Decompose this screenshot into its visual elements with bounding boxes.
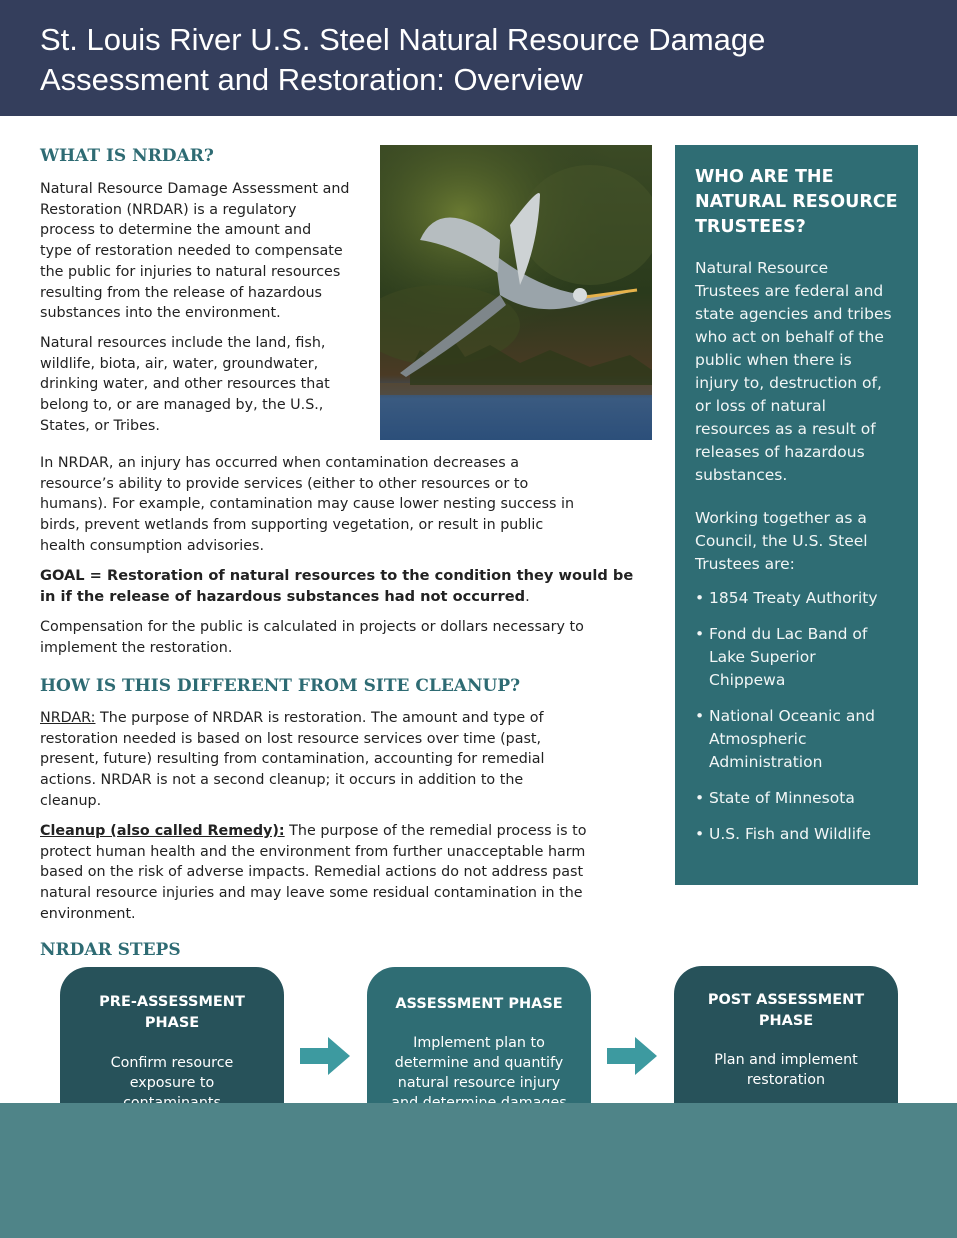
right-arrow-icon [607,1037,657,1075]
trustees-list [695,587,910,859]
page-title-line-2: Assessment and Restoration: Overview [40,62,583,97]
what-is-nrdar-heading: WHAT IS NRDAR? [40,146,214,166]
step-title: POST ASSESSMENT PHASE [707,992,865,1029]
compensation-paragraph: Compensation for the public is calculated in projects or dollars necessary to implement the restoration. [40,619,584,656]
step-description: Implement plan to determine and quantify natural resource injury [394,1035,564,1091]
step-title: PRE-ASSESSMENT PHASE [99,994,245,1031]
footer-band [0,1103,957,1238]
right-arrow-icon [300,1037,350,1075]
different-heading: HOW IS THIS DIFFERENT FROM SITE CLEANUP? [40,676,521,696]
page-title-line-1: St. Louis River U.S. Steel Natural Resource Damage [40,22,766,57]
step-title: ASSESSMENT PHASE [395,996,563,1012]
steps-heading: NRDAR STEPS [40,940,181,960]
list-item: • National Oceanic and Atmospheric Administration [695,705,910,774]
step-description: Plan and implement restoration [714,1052,858,1088]
list-item: • U.S. Fish and Wildlife [695,823,910,846]
nrdar-label: NRDAR: [40,710,96,726]
goal-statement: GOAL = Restoration of natural resources to the condition they would be in if the release of hazardous substances had not occurred. [40,567,634,605]
list-item: • State of Minnesota [695,787,910,810]
page-header [0,0,957,116]
council-description: Working together as a Council, the U.S. Steel Trustees are: [695,509,868,573]
cleanup-definition: Cleanup (also called Remedy): The purpose of the remedial process is to protect human health and the environment from further unacceptable harm based on the risk of adverse impacts. Remedial actions do not address past natural resource injuries and may leave some residual contamination in the environment. [40,823,587,922]
step-description: Confirm resource exposure to [110,1055,234,1091]
trustees-heading: WHO ARE THE NATURAL RESOURCE TRUSTEES? [695,167,898,237]
nrdar-definition: NRDAR: The purpose of NRDAR is restoration. The amount and type of restoration needed is based on lost resource services over time (past, present, future) resulting from contamination, accounting for remedial actions. NRDAR is not a second cleanup; it occurs in addition to the cleanup. [40,710,545,809]
list-item: • 1854 Treaty Authority [695,587,910,610]
heron-photo [380,145,652,440]
step-post-assessment [674,966,898,1126]
trustees-sidebar [675,145,918,885]
cleanup-label: Cleanup (also called Remedy): [40,823,285,839]
what-is-nrdar-paragraph: Natural Resource Damage Assessment and Restoration (NRDAR) is a regulatory process to determine the amount and type of restoration needed to compensate the public for injuries to natural resources resulting from the release of hazardous substances into the environment. [40,181,350,322]
natural-resources-paragraph: Natural resources include the land, fish, wildlife, biota, air, water, groundwater, drinking water, and other resources that belong to, or are managed by, the U.S., States, or Tribes. [40,335,330,434]
trustees-description: Natural Resource Trustees are federal and state agencies and tribes who act on behalf of the public when there is injury to, destruction of, or loss of natural resources as a result of releases of hazardous substances. [695,259,892,484]
injury-paragraph: In NRDAR, an injury has occurred when contamination decreases a resource’s ability to provide services (either to other resources or to humans). For example, contamination may cause lower nesting success in birds, prevent wetlands from supporting vegetation, or result in public health consumption advisories. [40,455,575,554]
list-item: • Fond du Lac Band of Lake Superior Chippewa [695,623,910,692]
